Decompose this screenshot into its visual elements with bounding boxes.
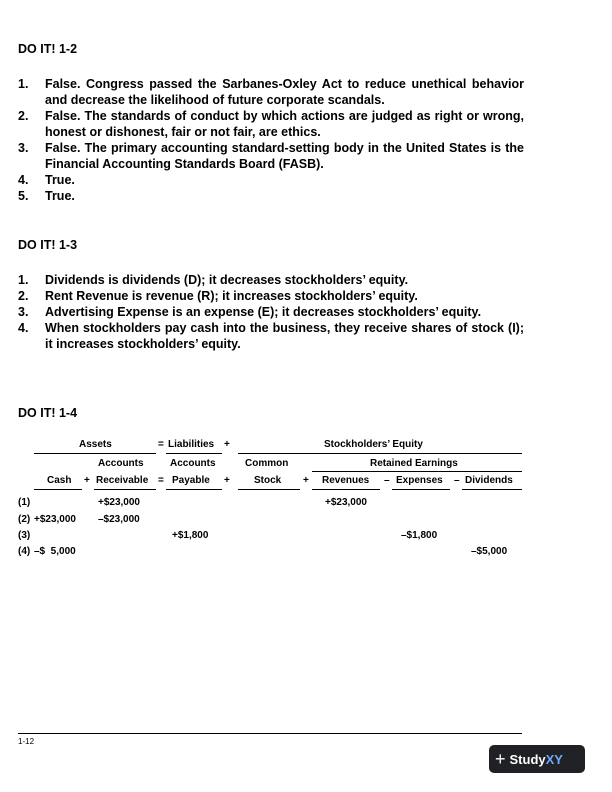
rule xyxy=(34,489,82,490)
col-dividends: Dividends xyxy=(465,475,513,486)
liabilities-header: Liabilities xyxy=(168,439,215,450)
list-item: 2. Rent Revenue is revenue (R); it increases stockholders’ equity. xyxy=(18,289,418,303)
list-item: 1. Dividends is dividends (D); it decreases stockholders’ equity. xyxy=(18,273,409,287)
section-heading: DO IT! 1-3 xyxy=(18,238,78,252)
answer-list xyxy=(18,272,524,352)
assets-header: Assets xyxy=(79,439,112,450)
accounts-label: Accounts xyxy=(98,458,144,469)
rule xyxy=(94,489,156,490)
col-expenses: Expenses xyxy=(396,475,443,486)
col-revenues: Revenues xyxy=(322,475,370,486)
retained-earnings-header: Retained Earnings xyxy=(370,458,458,469)
table-cell: +$23,000 xyxy=(34,514,76,525)
brand-name-xy: XY xyxy=(545,751,563,767)
table-cell: +$23,000 xyxy=(325,497,367,508)
equals-sign: = xyxy=(158,475,164,486)
plus-icon: + xyxy=(495,749,506,769)
rule xyxy=(238,489,300,490)
plus-sign: + xyxy=(224,439,230,450)
rule xyxy=(462,489,522,490)
col-payable: Payable xyxy=(172,475,210,486)
rule xyxy=(34,453,156,454)
common-label: Common xyxy=(245,458,289,469)
row-label: (1) xyxy=(18,497,31,508)
rule xyxy=(392,489,450,490)
studyxy-logo[interactable] xyxy=(489,745,585,773)
page-number: 1-12 xyxy=(18,737,35,746)
col-receivable: Receivable xyxy=(96,475,149,486)
list-item: 5. True. xyxy=(18,189,75,203)
plus-sign: + xyxy=(84,475,90,486)
rule xyxy=(238,453,522,454)
row-label: (3) xyxy=(18,530,31,541)
table-cell: –$ 5,000 xyxy=(34,546,76,557)
list-item: 4. When stockholders pay cash into the business, they receive shares of stock (I); it increases stockholders’ equity. xyxy=(18,321,524,351)
row-label: (2) xyxy=(18,514,31,525)
section-heading: DO IT! 1-4 xyxy=(18,406,78,420)
list-item: 3. False. The primary accounting standard-setting body in the United States is the Financial Accounting Standards Board (FASB). xyxy=(18,141,524,171)
list-item: 4. True. xyxy=(18,173,75,187)
list-item: 3. Advertising Expense is an expense (E); it decreases stockholders’ equity. xyxy=(18,305,482,319)
table-cell: +$23,000 xyxy=(98,497,140,508)
footer-rule xyxy=(18,733,522,734)
row-label: (4) xyxy=(18,546,31,557)
plus-sign: + xyxy=(224,475,230,486)
minus-sign: – xyxy=(454,475,460,486)
accounts-label: Accounts xyxy=(170,458,216,469)
section-heading: DO IT! 1-2 xyxy=(18,42,78,56)
table-cell: +$1,800 xyxy=(172,530,209,541)
brand-name-study: Study xyxy=(509,751,546,767)
rule xyxy=(166,489,222,490)
list-item: 2. False. The standards of conduct by which actions are judged as right or wrong, honest or dishonest, fair or not fair, are ethics. xyxy=(18,109,524,139)
plus-sign: + xyxy=(303,475,309,486)
col-stock: Stock xyxy=(254,475,282,486)
rule xyxy=(166,453,222,454)
minus-sign: – xyxy=(384,475,390,486)
answer-list xyxy=(18,76,524,204)
col-cash: Cash xyxy=(47,475,72,486)
equals-sign: = xyxy=(158,439,164,450)
stockholders-equity-header: Stockholders’ Equity xyxy=(324,439,423,450)
rule xyxy=(312,471,522,472)
table-cell: –$23,000 xyxy=(98,514,140,525)
rule xyxy=(312,489,380,490)
table-cell: –$1,800 xyxy=(401,530,438,541)
list-item: 1. False. Congress passed the Sarbanes-Oxley Act to reduce unethical behavior and decrease the likelihood of future corporate scandals. xyxy=(18,77,524,107)
table-cell: –$5,000 xyxy=(471,546,508,557)
